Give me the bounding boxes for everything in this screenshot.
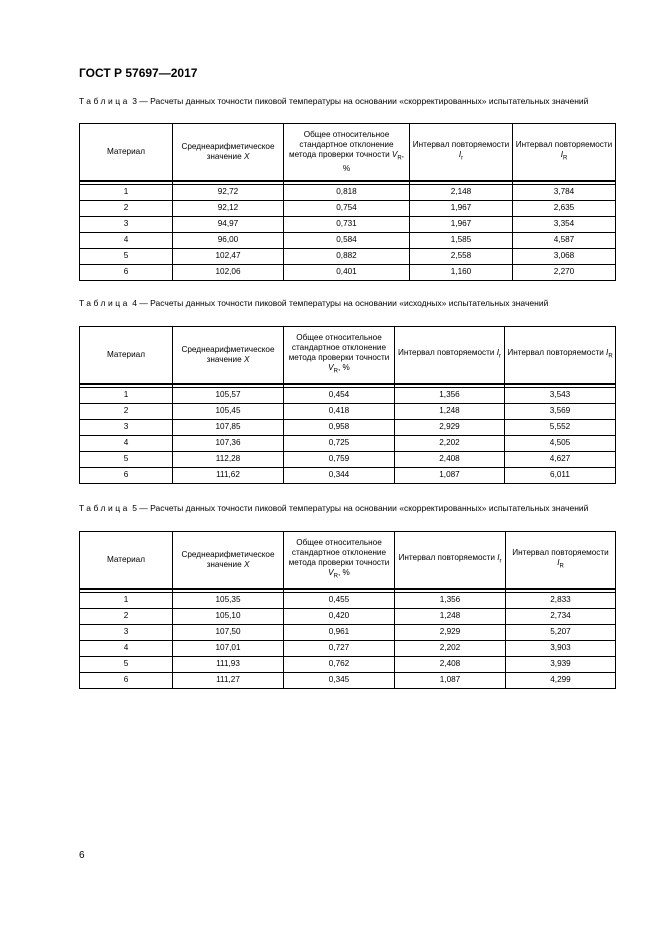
table-cell: 92,12 [173,200,284,216]
table-row [80,419,616,435]
table-cell: 1,248 [395,608,506,624]
table-cell: 4,505 [505,435,616,451]
table-cell: 0,455 [284,592,395,608]
table-cell: 5 [80,451,173,467]
page-number: 6 [79,850,85,861]
table-3-caption [79,96,615,107]
table-cell: 3 [80,419,173,435]
table-cell: 0,759 [284,451,395,467]
table-cell: 105,35 [173,592,284,608]
table-cell: 111,93 [173,656,284,672]
table-row [80,403,616,419]
table-row [80,640,616,656]
table-cell: 4,627 [505,451,616,467]
table-cell: 1,087 [395,467,505,483]
document-title: ГОСТ Р 57697—2017 [79,66,198,80]
table-row [80,608,616,624]
header-repeatability-r: Интервал повторяемости $I_r$ [395,327,505,384]
table-cell: 1,967 [410,216,513,232]
table-cell: 105,57 [173,387,284,403]
table-cell: 0,754 [284,200,410,216]
header-rsd: Общее относительное стандартное отклонение метода проверки точности $V_R$, % [284,124,410,181]
table-cell: 3,939 [506,656,616,672]
table-row [80,672,616,688]
table-cell: 96,00 [173,232,284,248]
table-cell: 5,207 [506,624,616,640]
caption-word: Таблица [79,96,130,106]
table-row [80,264,616,280]
table-cell: 1 [80,592,173,608]
table-cell: 3,068 [513,248,616,264]
header-repeatability-r: Интервал повторяемости $I_r$ [410,124,513,181]
table-cell: 107,50 [173,624,284,640]
table-cell: 1,160 [410,264,513,280]
table-cell: 3,543 [505,387,616,403]
table-cell: 2,148 [410,184,513,200]
table-cell: 1,356 [395,592,506,608]
table-row [80,624,616,640]
table-cell: 1,356 [395,387,505,403]
table-cell: 0,958 [284,419,395,435]
table-cell: 4 [80,640,173,656]
table-cell: 2,635 [513,200,616,216]
table-row [80,216,616,232]
table-cell: 3,569 [505,403,616,419]
caption-word: Таблица [79,503,130,513]
header-rsd: Общее относительное стандартное отклонение метода проверки точности $V_R$, % [284,327,395,384]
table-cell: 2 [80,403,173,419]
table-cell: 2,558 [410,248,513,264]
table-row [80,656,616,672]
table-cell: 6 [80,264,173,280]
table-cell: 3 [80,624,173,640]
table-cell: 102,47 [173,248,284,264]
table-cell: 0,762 [284,656,395,672]
table-row [80,184,616,200]
table-cell: 4 [80,435,173,451]
header-repeatability-R: Интервал повторяемости $I_R$ [513,124,616,181]
table-cell: 3,903 [506,640,616,656]
table-cell: 105,10 [173,608,284,624]
table-cell: 0,731 [284,216,410,232]
table-cell: 2,929 [395,419,505,435]
table-row [80,435,616,451]
table-cell: 1,967 [410,200,513,216]
table-cell: 2,929 [395,624,506,640]
header-repeatability-R: Интервал повторяемости $I_R$ [506,532,616,589]
table-4-caption [79,298,615,309]
caption-word: Таблица [79,298,130,308]
table-cell: 0,454 [284,387,395,403]
table-cell: 0,725 [284,435,395,451]
table-cell: 1 [80,184,173,200]
header-rsd: Общее относительное стандартное отклонение метода проверки точности $V_R$, % [284,532,395,589]
table-cell: 3,784 [513,184,616,200]
table-cell: 1 [80,387,173,403]
table-row [80,467,616,483]
header-material: Материал [80,327,173,384]
caption-text: 4 — Расчеты данных точности пиковой температуры на основании «исходных» испытательных значений [129,298,549,308]
table-cell: 107,85 [173,419,284,435]
table-cell: 2,833 [506,592,616,608]
table-row [80,248,616,264]
caption-text: 5 — Расчеты данных точности пиковой температуры на основании «скорректированных» испытательных значений [129,503,589,513]
table-row [80,387,616,403]
table-4 [79,326,616,484]
table-row [80,232,616,248]
table-cell: 0,345 [284,672,395,688]
table-row [80,200,616,216]
header-repeatability-R: Интервал повторяемости $I_R$ [505,327,616,384]
table-cell: 107,01 [173,640,284,656]
header-mean: Среднеарифметическое значение X [173,327,284,384]
header-material: Материал [80,532,173,589]
table-cell: 94,97 [173,216,284,232]
table-cell: 6 [80,467,173,483]
header-material: Материал [80,124,173,181]
table-cell: 2,270 [513,264,616,280]
caption-text: 3 — Расчеты данных точности пиковой температуры на основании «скорректированных» испытательных значений [129,96,589,106]
table-cell: 4,299 [506,672,616,688]
table-cell: 0,882 [284,248,410,264]
table-cell: 1,248 [395,403,505,419]
table-cell: 0,961 [284,624,395,640]
table-cell: 0,727 [284,640,395,656]
table-cell: 2,202 [395,435,505,451]
table-cell: 111,27 [173,672,284,688]
table-cell: 6 [80,672,173,688]
table-cell: 0,401 [284,264,410,280]
table-cell: 2,408 [395,451,505,467]
table-5-caption [79,503,615,514]
table-cell: 2,408 [395,656,506,672]
table-5 [79,531,616,689]
table-cell: 2,202 [395,640,506,656]
table-cell: 1,585 [410,232,513,248]
table-cell: 2,734 [506,608,616,624]
table-cell: 0,818 [284,184,410,200]
table-row [80,592,616,608]
table-cell: 4,587 [513,232,616,248]
table-cell: 111,62 [173,467,284,483]
table-cell: 3 [80,216,173,232]
table-cell: 105,45 [173,403,284,419]
table-cell: 2 [80,608,173,624]
header-mean: Среднеарифметическое значение X [173,532,284,589]
table-cell: 4 [80,232,173,248]
table-cell: 92,72 [173,184,284,200]
table-3 [79,123,616,281]
table-cell: 1,087 [395,672,506,688]
table-cell: 5 [80,656,173,672]
table-cell: 0,418 [284,403,395,419]
table-cell: 2 [80,200,173,216]
table-cell: 102,06 [173,264,284,280]
table-cell: 107,36 [173,435,284,451]
table-row [80,451,616,467]
header-repeatability-r: Интервал повторяемости $I_r$ [395,532,506,589]
table-cell: 3,354 [513,216,616,232]
table-cell: 0,420 [284,608,395,624]
table-cell: 0,584 [284,232,410,248]
header-mean: Среднеарифметическое значение X [173,124,284,181]
table-cell: 5,552 [505,419,616,435]
table-cell: 112,28 [173,451,284,467]
table-cell: 6,011 [505,467,616,483]
table-cell: 5 [80,248,173,264]
table-cell: 0,344 [284,467,395,483]
